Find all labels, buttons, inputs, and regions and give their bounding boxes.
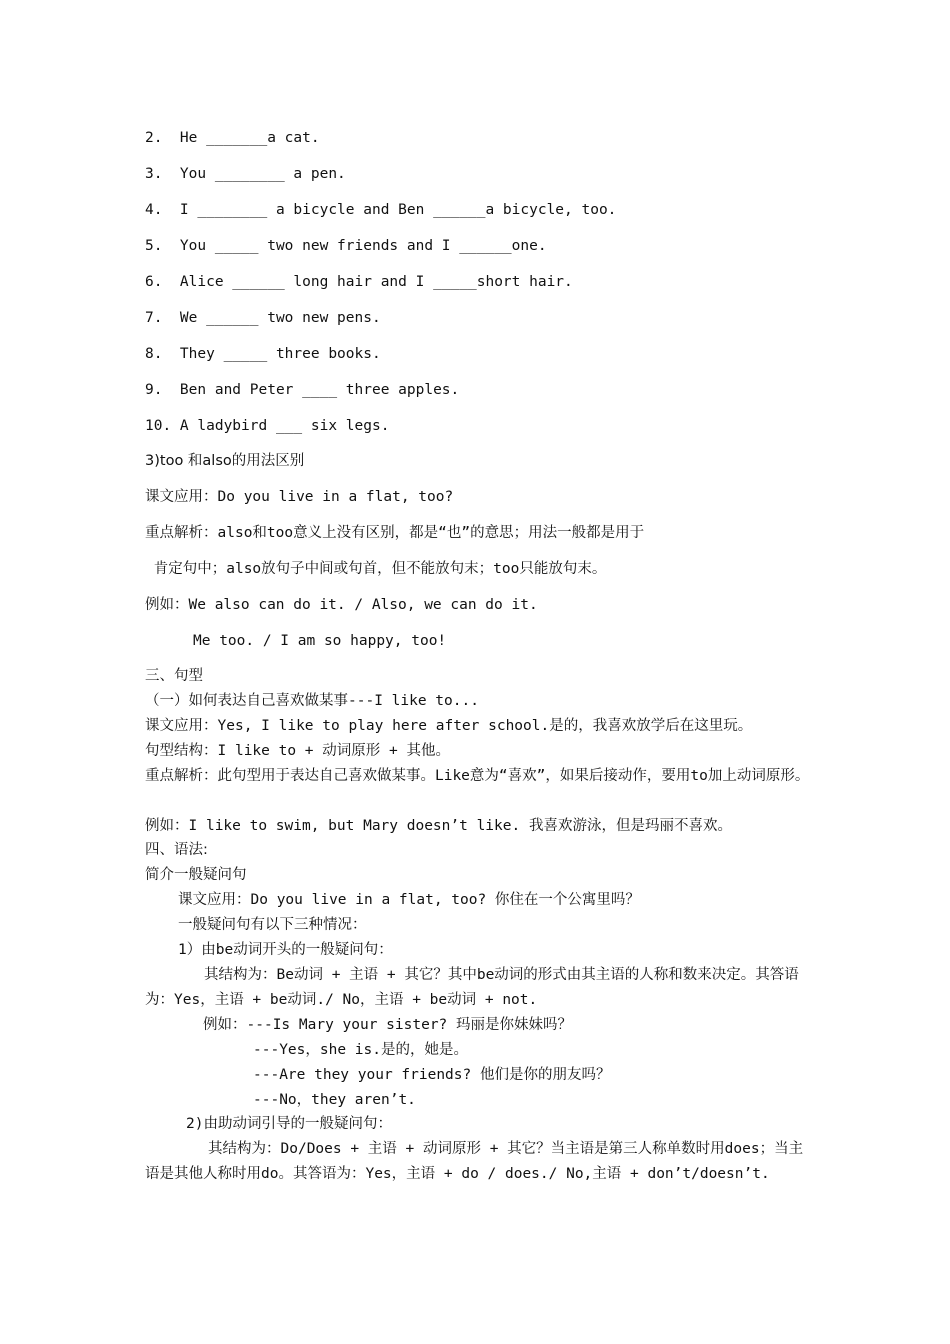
grammar-case1-structure: 其结构为：Be动词 + 主语 + 其它？其中be动词的形式由其主语的人称和数来决定。其答语为：Yes，主语 + be动词./ No，主语 + be动词 + not.: [145, 967, 799, 1008]
exercise-10: 10. A ladybird ___ six legs.: [145, 418, 390, 434]
exercise-8: 8. They _____ three books.: [145, 346, 381, 362]
sentence-pattern-text-application: 课文应用：Yes, I like to play here after school.是的，我喜欢放学后在这里玩。: [145, 718, 753, 734]
too-also-example-1: 例如：We also can do it. / Also, we can do it.: [145, 597, 538, 613]
sentence-pattern-key-point: 重点解析：此句型用于表达自己喜欢做某事。Like意为“喜欢”，如果后接动作，要用to加上动词原形。: [145, 768, 810, 784]
grammar-intro: 简介一般疑问句: [145, 867, 247, 883]
exercise-2: 2. He _______a cat.: [145, 130, 320, 146]
grammar-case1-title: 1）由be动词开头的一般疑问句：: [178, 942, 393, 958]
grammar-three-cases: 一般疑问句有以下三种情况：: [178, 917, 367, 933]
grammar-text-application: 课文应用：Do you live in a flat, too? 你住在一个公寓里吗？: [178, 892, 640, 908]
grammar-case1-example-3: ---Are they your friends? 他们是你的朋友吗？: [253, 1067, 611, 1083]
grammar-case2-title: 2)由助动词引导的一般疑问句：: [186, 1116, 392, 1132]
exercise-5: 5. You _____ two new friends and I ______one.: [145, 238, 547, 254]
grammar-case2-structure: 其结构为：Do/Does + 主语 + 动词原形 + 其它？当主语是第三人称单数时用does；当主语是其他人称时用do。其答语为：Yes，主语 + do / does./ No,主语 + don’t/doesn’t.: [145, 1141, 804, 1182]
sentence-pattern-structure: 句型结构：I like to + 动词原形 + 其他。: [145, 743, 450, 759]
exercise-6: 6. Alice ______ long hair and I _____short hair.: [145, 274, 573, 290]
grammar-case1-example-4: ---No，they aren’t.: [253, 1092, 416, 1108]
exercise-7: 7. We ______ two new pens.: [145, 310, 381, 326]
too-also-key-point-line1: 重点解析：also和too意义上没有区别，都是“也”的意思；用法一般都是用于: [145, 525, 645, 541]
grammar-case1-example-2: ---Yes，she is.是的，她是。: [253, 1042, 468, 1058]
section-sentence-pattern-heading: 三、句型: [145, 668, 203, 684]
section-grammar-heading: 四、语法:: [145, 842, 208, 858]
exercise-3: 3. You ________ a pen.: [145, 166, 346, 182]
grammar-case1-example-1: 例如：---Is Mary your sister? 玛丽是你妹妹吗？: [203, 1017, 573, 1033]
exercise-4: 4. I ________ a bicycle and Ben ______a bicycle, too.: [145, 202, 617, 218]
too-also-heading: 3)too 和also的用法区别: [145, 453, 305, 469]
too-also-key-point-line2: 肯定句中；also放句子中间或句首，但不能放句末；too只能放句末。: [145, 561, 607, 577]
exercise-9: 9. Ben and Peter ____ three apples.: [145, 382, 460, 398]
sentence-pattern-subheading: （一）如何表达自己喜欢做某事---I like to...: [145, 693, 479, 709]
too-also-example-2: Me too. / I am so happy, too!: [193, 633, 447, 649]
sentence-pattern-example: 例如：I like to swim, but Mary doesn’t like. 我喜欢游泳，但是玛丽不喜欢。: [145, 818, 732, 834]
too-also-text-application: 课文应用：Do you live in a flat, too?: [145, 489, 454, 505]
